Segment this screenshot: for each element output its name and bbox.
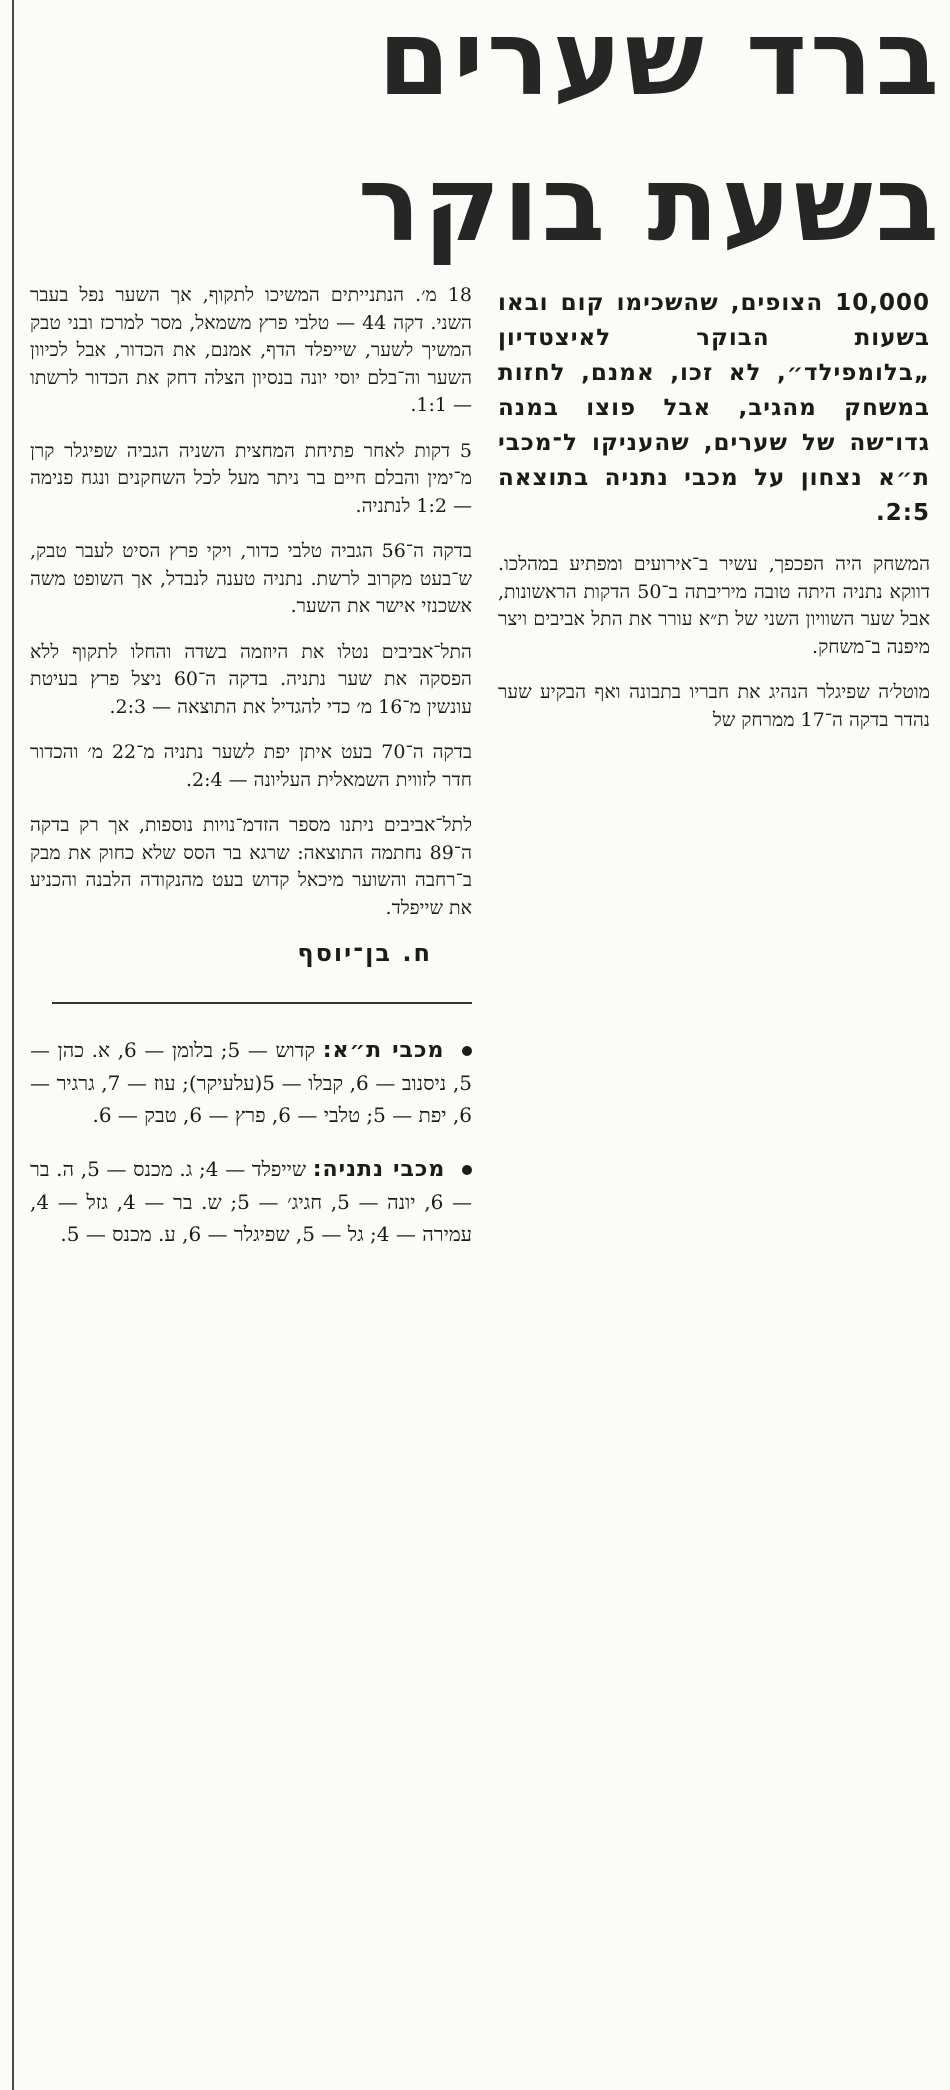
bullet-icon	[462, 1165, 472, 1175]
lineup-maccabi-netanya	[30, 1153, 472, 1250]
bullet-icon	[462, 1046, 472, 1056]
headline-line-2: בשעת בוקר	[357, 143, 942, 265]
body-paragraph: המשחק היה הפכפך, עשיר ב־אירועים ומפתיע במהלכו. דווקא נתניה היתה טובה מיריבתה ב־50 הדקות הראשונות, אבל שער השוויון השני של ת״א עורר את התל אביבים ויצר מיפנה ב־משחק.	[498, 553, 930, 658]
section-divider	[52, 1002, 472, 1004]
column-rule	[12, 0, 14, 2090]
team-name: מכבי ת״א:	[322, 1037, 445, 1063]
body-paragraph: בדקה ה־56 הגביה טלבי כדור, ויקי פרץ הסיט לעבר טבק, ש־בעט מקרוב לרשת. נתניה טענה לנבדל, אך השופט משה אשכנזי אישר את השער.	[30, 540, 472, 617]
lineup-maccabi-tel-aviv	[30, 1034, 472, 1131]
body-paragraph: לתל־אביבים ניתנו מספר הזדמ־נויות נוספות, אך רק בדקה ה־89 נחתמה התוצאה: שרגא בר הסס שלא כחוק את מבק ב־רחבה והשוער מיכאל קדוש בעט מהנקודה הלבנה והכניע את שייפלד.	[30, 814, 472, 919]
body-paragraph: מוטל׳ה שפיגלר הנהיג את חבריו בתבונה ואף הבקיע שער נהדר בדקה ה־17 ממרחק של	[498, 681, 930, 731]
body-paragraph: התל־אביבים נטלו את היוזמה בשדה והחלו לתקוף ללא הפסקה את שער נתניה. בדקה ה־60 ניצל פרץ בעיטת עונשין מ־16 מ׳ כדי להגדיל את התוצאה — 2:3.	[30, 640, 472, 718]
body-paragraph: 5 דקות לאחר פתיחת המחצית השניה הגביה שפיגלר קרן מ־ימין והבלם חיים בר ניתר מעל לכל השחקנים ונגח פנימה — 1:2 לנתניה.	[30, 439, 472, 517]
article-column-right	[498, 286, 930, 752]
lineup-text: שייפלד — 4; ג. מכנס — 5, ה. בר — 6, יונה — 5, חגיג׳ — 5; ש. בר — 4, גזל — 4, עמירה — 4; גל — 5, שפיגלר — 6, ע. מכנס — 5.	[30, 1156, 472, 1246]
article-column-left	[30, 282, 472, 1272]
lineup-text: קדוש — 5; בלומן — 6, א. כהן — 5, ניסנוב — 6, קבלו — 5(עלעיקר); עוז — 7, גרגיר — 6, יפת — 5; טלבי — 6, פרץ — 6, טבק — 6.	[30, 1037, 472, 1127]
team-name: מכבי נתניה:	[312, 1156, 446, 1182]
headline-line-1: ברד שערים	[377, 0, 942, 119]
body-paragraph: 18 מ׳. הנתנייתים המשיכו לתקוף, אך השער נפל בעבר השני. דקה 44 — טלבי פרץ משמאל, מסר למרכז ובני טבק המשיך לשער, שייפלד הדף, אמנם, את הכדור, אבל לכיוון השער וה־בלם יוסי יונה בנסיון הצלה דחק את הכדור לרשתו — 1:1.	[30, 284, 472, 416]
lead-paragraph: 10,000 הצופים, שהשכימו קום ובאו בשעות הבוקר לאיצטדיון „בלומפילד״, לא זכו, אמנם, לחזות במשחק מהגיב, אבל פוצו במנה גדו־שה של שערים, שהעניקו ל־מכבי ת״א נצחון על מכבי נתניה בתוצאה 2:5.	[498, 290, 930, 526]
body-paragraph: בדקה ה־70 בעט איתן יפת לשער נתניה מ־22 מ׳ והכדור חדר לזווית השמאלית העליונה — 2:4.	[30, 741, 472, 791]
byline: ח. בן־יוסף	[297, 939, 432, 967]
